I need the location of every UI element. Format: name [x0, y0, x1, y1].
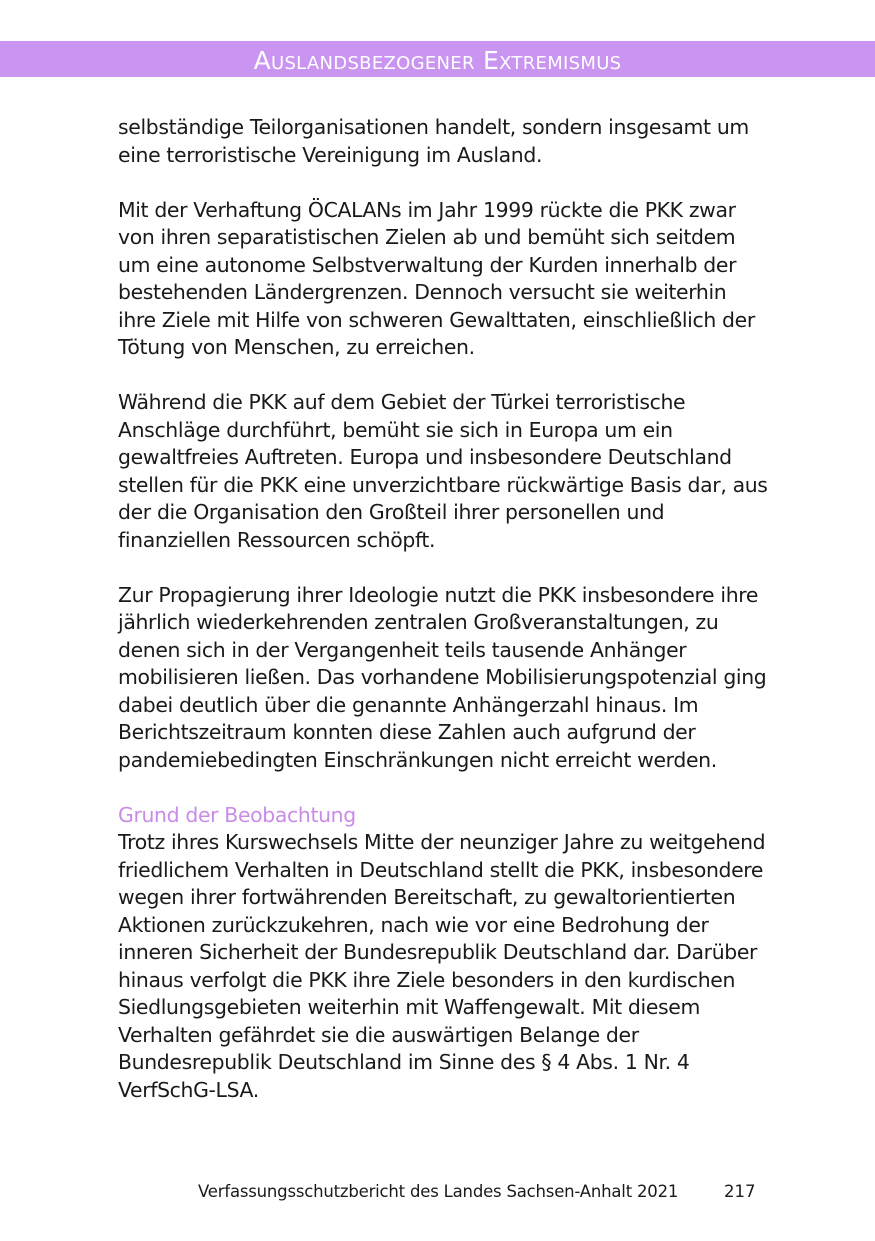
body-content	[118, 114, 768, 1104]
section-heading: Grund der Beobachtung	[118, 802, 356, 827]
page-number: 217	[724, 1182, 756, 1201]
paragraph-propaganda-events: Zur Propagierung ihrer Ideologie nutzt die PKK insbesondere ihre jährlich wiederkehrenden zentralen Großveranstaltungen, zu denen sich in der Vergangenheit teils tausende Anhänger mobilisieren ließen. Das vorhandene Mobilisierungspotenzial ging dabei deutlich über die genannte Anhängerzahl hinaus. Im Berichtszeitraum konnten diese Zahlen auch aufgrund der pandemiebedingten Einschränkungen nicht erreicht werden.	[118, 582, 767, 772]
paragraph-europe-basis: Während die PKK auf dem Gebiet der Türkei terroristische Anschläge durchführt, bemüht sie sich in Europa um ein gewaltfreies Auftreten. Europa und insbesondere Deutschland stellen für die PKK eine unverzichtbare rückwärtige Basis dar, aus der die Organisation den Großteil ihrer personellen und finanziellen Ressourcen schöpft.	[118, 390, 768, 552]
section-text: Trotz ihres Kurswechsels Mitte der neunziger Jahre zu weitgehend friedlichem Verhalten in Deutschland stellt die PKK, insbesondere wegen ihrer fortwährenden Bereitschaft, zu gewaltorientierten Aktionen zurückzukehren, nach wie vor eine Bedrohung der inneren Sicherheit der Bundesrepublik Deutschland dar. Darüber hinaus verfolgt die PKK ihre Ziele besonders in den kurdischen Siedlungsgebieten weiterhin mit Waffengewalt. Mit diesem Verhalten gefährdet sie die auswärtigen Belange der Bundesrepublik Deutschland im Sinne des § 4 Abs. 1 Nr. 4 VerfSchG-LSA.	[118, 830, 766, 1102]
footer-publication-title: Verfassungsschutzbericht des Landes Sachsen-Anhalt 2021	[198, 1182, 679, 1201]
paragraph-continuation: selbständige Teilorganisationen handelt, sondern insgesamt um eine terroristische Vereinigung im Ausland.	[118, 115, 749, 167]
paragraph-oecalan-arrest: Mit der Verhaftung ÖCALANs im Jahr 1999 rückte die PKK zwar von ihren separatistischen Zielen ab und bemüht sich seitdem um eine autonome Selbstverwaltung der Kurden innerhalb der bestehenden Ländergrenzen. Dennoch versucht sie weiterhin ihre Ziele mit Hilfe von schweren Gewalttaten, einschließlich der Tötung von Menschen, zu erreichen.	[118, 197, 755, 359]
chapter-title: Auslandsbezogener Extremismus	[253, 46, 622, 75]
